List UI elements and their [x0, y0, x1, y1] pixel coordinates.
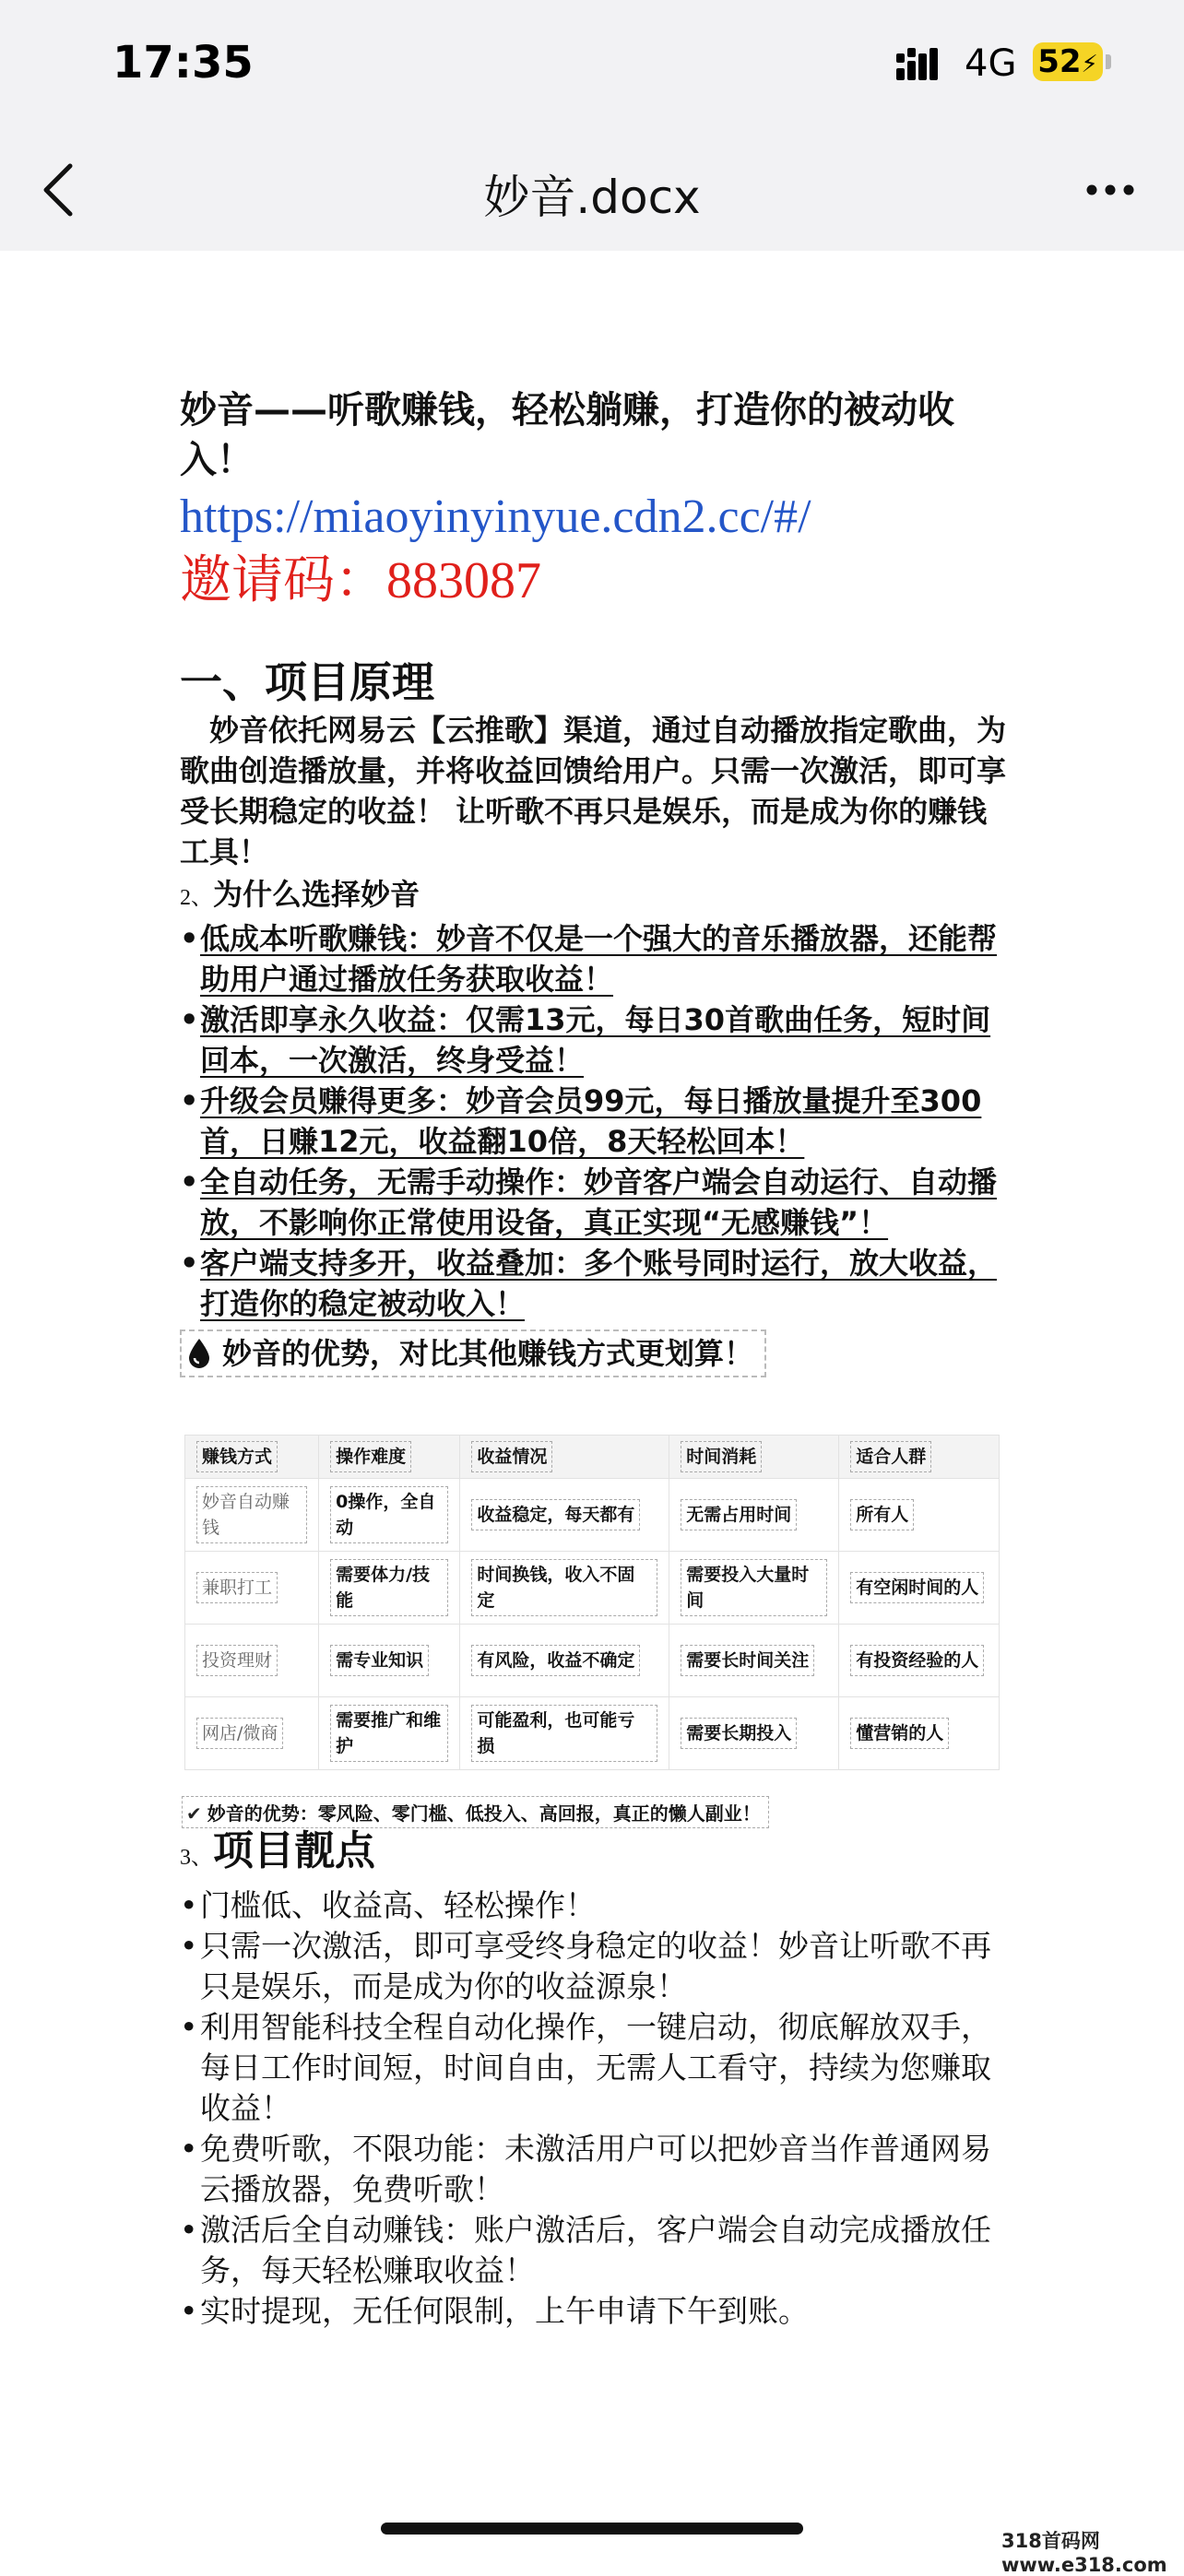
signal-icon	[896, 48, 952, 81]
table-cell	[460, 1479, 669, 1552]
summary-text: 妙音的优势：零风险、零门槛、低投入、高回报，真正的懒人副业！	[207, 1802, 761, 1825]
cell-text: 收益稳定，每天都有	[471, 1499, 640, 1530]
header-text: 时间消耗	[681, 1441, 762, 1472]
section3-heading	[180, 1824, 1014, 1885]
battery-tip	[1106, 54, 1111, 69]
home-indicator[interactable]	[381, 2523, 803, 2535]
list-item	[180, 1243, 1014, 1324]
table-cell	[185, 1479, 319, 1552]
comparison-title: 妙音的优势，对比其他赚钱方式更划算！	[222, 1336, 754, 1371]
table-row	[185, 1625, 1000, 1697]
highlights-list	[180, 1885, 1014, 2332]
cell-text: 需专业知识	[330, 1645, 429, 1676]
section2-title: 为什么选择妙音	[213, 877, 420, 912]
table-cell	[319, 1552, 460, 1625]
cell-text: 妙音自动赚钱	[196, 1486, 307, 1543]
table-header-row	[185, 1436, 1000, 1479]
cell-text: 需要长时间关注	[681, 1645, 814, 1676]
list-item: • 免费听歌，不限功能：未激活用户可以把妙音当作普通网易云播放器，免费听歌！	[180, 2129, 1014, 2210]
table-cell	[319, 1697, 460, 1770]
section1-body: 妙音依托网易云【云推歌】渠道，通过自动播放指定歌曲，为歌曲创造播放量，并将收益回馈给用户。只需一次激活，即可享受长期稳定的收益！ 让听歌不再只是娱乐，而是成为你的赚钱工具！	[180, 713, 1007, 869]
table-cell	[460, 1625, 669, 1697]
watermark: 318首码网 www.e318.com	[1001, 2530, 1167, 2576]
table-row	[185, 1552, 1000, 1625]
list-item: • 只需一次激活，即可享受终身稳定的收益！妙音让听歌不再只是娱乐，而是成为你的收益源泉！	[180, 1926, 1014, 2007]
document-body	[180, 385, 1014, 1377]
table-cell	[839, 1625, 1000, 1697]
table-row	[185, 1697, 1000, 1770]
checkmark-icon: ✔	[186, 1802, 202, 1825]
cell-text: 所有人	[850, 1499, 914, 1530]
comparison-table	[184, 1435, 1000, 1770]
header-text: 适合人群	[850, 1441, 931, 1472]
more-options-icon[interactable]	[1084, 179, 1136, 201]
table-cell	[319, 1625, 460, 1697]
table-cell	[669, 1479, 839, 1552]
section1-title: 一、项目原理	[180, 657, 434, 707]
advantage-text: 升级会员赚得更多：妙音会员99元，每日播放量提升至300首，日赚12元，收益翻10倍，8天轻松回本！	[200, 1083, 982, 1159]
battery-icon: 52⚡	[1033, 42, 1103, 81]
section3-title: 项目靓点	[213, 1827, 375, 1874]
top-bar	[0, 0, 1184, 251]
table-header	[319, 1436, 460, 1479]
network-type: 4G	[965, 42, 1017, 85]
advantage-text: 客户端支持多开，收益叠加：多个账号同时运行，放大收益，打造你的稳定被动收入！	[200, 1246, 998, 1321]
list-item	[180, 999, 1014, 1081]
website-link[interactable]: https://miaoyinyinyue.cdn2.cc/#/	[180, 490, 811, 543]
water-drop-icon	[187, 1338, 211, 1369]
advantages-list	[180, 918, 1014, 1324]
cell-text: 时间换钱，收入不固定	[471, 1559, 657, 1616]
table-cell	[460, 1697, 669, 1770]
cell-text: 需要投入大量时间	[681, 1559, 827, 1616]
header-text: 操作难度	[330, 1441, 411, 1472]
status-time: 17:35	[112, 37, 254, 89]
section2-heading	[180, 874, 1014, 918]
table-cell	[460, 1552, 669, 1625]
table-cell	[669, 1697, 839, 1770]
list-item	[180, 1162, 1014, 1243]
advantage-text: 全自动任务，无需手动操作：妙音客户端会自动运行、自动播放，不影响你正常使用设备，真正实现“无感赚钱”！	[200, 1164, 998, 1240]
table-header	[185, 1436, 319, 1479]
table-cell	[839, 1697, 1000, 1770]
comparison-heading	[180, 1329, 766, 1377]
cell-text: 需要长期投入	[681, 1718, 797, 1749]
list-item: • 实时提现，无任何限制，上午申请下午到账。	[180, 2291, 1014, 2332]
headline: 妙音——听歌赚钱，轻松躺赚，打造你的被动收入！	[180, 389, 954, 481]
table-cell	[669, 1625, 839, 1697]
table-header	[669, 1436, 839, 1479]
table-cell	[319, 1479, 460, 1552]
battery-level: 52	[1037, 43, 1082, 80]
list-item: • 激活后全自动赚钱：账户激活后，客户端会自动完成播放任务，每天轻松赚取收益！	[180, 2210, 1014, 2291]
cell-text: 需要推广和维护	[330, 1705, 448, 1762]
list-item: • 利用智能科技全程自动化操作，一键启动，彻底解放双手，每日工作时间短，时间自由，无需人工看守，持续为您赚取收益！	[180, 2007, 1014, 2129]
table-cell	[669, 1552, 839, 1625]
section3-number: 3、	[180, 1846, 213, 1870]
document-title: 妙音.docx	[483, 171, 701, 224]
header-text: 赚钱方式	[196, 1441, 278, 1472]
table-header	[839, 1436, 1000, 1479]
cell-text: 需要体力/技能	[330, 1559, 448, 1616]
cell-text: 懂营销的人	[850, 1718, 949, 1749]
table-row	[185, 1479, 1000, 1552]
cell-text: 有投资经验的人	[850, 1645, 984, 1676]
cell-text: 有风险，收益不确定	[471, 1645, 640, 1676]
invite-code: 邀请码：883087	[180, 552, 541, 609]
list-item	[180, 918, 1014, 999]
cell-text: 兼职打工	[196, 1572, 278, 1603]
cell-text: 可能盈利，也可能亏损	[471, 1705, 657, 1762]
advantage-text: 激活即享永久收益：仅需13元，每日30首歌曲任务，短时间回本，一次激活，终身受益！	[200, 1002, 991, 1078]
table-header	[460, 1436, 669, 1479]
table-cell	[185, 1552, 319, 1625]
section2-number: 2、	[180, 886, 213, 910]
advantage-text: 低成本听歌赚钱：妙音不仅是一个强大的音乐播放器，还能帮助用户通过播放任务获取收益！	[200, 921, 998, 997]
cell-text: 无需占用时间	[681, 1499, 797, 1530]
table-cell	[185, 1697, 319, 1770]
header-text: 收益情况	[471, 1441, 552, 1472]
cell-text: 投资理财	[196, 1645, 278, 1676]
cell-text: 0操作，全自动	[330, 1486, 448, 1543]
table-cell	[839, 1479, 1000, 1552]
cell-text: 网店/微商	[196, 1718, 283, 1749]
highlights-section	[180, 1824, 1014, 2332]
list-item: • 门槛低、收益高、轻松操作！	[180, 1885, 1014, 1926]
list-item	[180, 1081, 1014, 1162]
cell-text: 有空闲时间的人	[850, 1572, 984, 1603]
table-cell	[839, 1552, 1000, 1625]
table-cell	[185, 1625, 319, 1697]
